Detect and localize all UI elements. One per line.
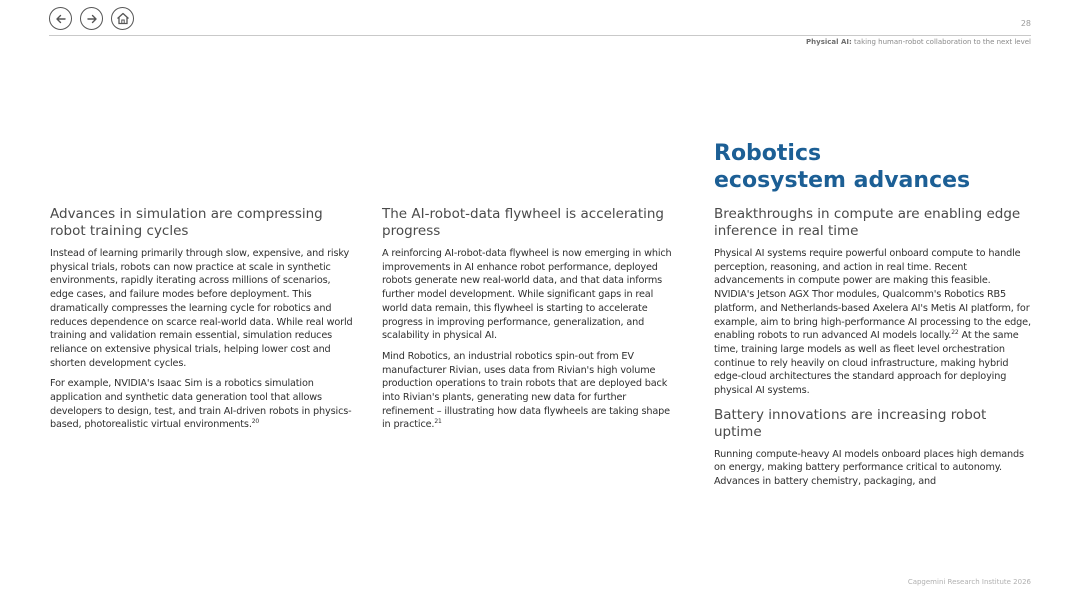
footnote-ref[interactable]: 21 [434, 418, 442, 426]
column-heading: The AI-robot-data flywheel is accelerating progress [382, 206, 664, 239]
arrow-right-icon [86, 13, 98, 25]
column-heading: Battery innovations are increasing robot uptime [714, 406, 987, 440]
column-heading: Advances in simulation are compressing robot training cycles [50, 206, 323, 239]
copyright: Capgemini Research Institute 2026 [907, 578, 1031, 586]
column-flywheel [382, 206, 680, 439]
header-divider [49, 35, 1031, 36]
section-title-line1: Robotics [714, 141, 822, 166]
column-simulation [50, 206, 355, 439]
home-icon [116, 12, 130, 25]
running-head-text: taking human-robot collaboration to the next level [854, 38, 1031, 46]
paragraph-text: Physical AI systems require powerful onboard compute to handle perception, reasoning, and action in real time. Recent advancements in compute power are making this feasible. NVIDIA's Jetson AGX Thor modules, Qualcomm's Robotics RB5 platform, and Netherlands-based Axelera AI's Metis AI platform, for example, aim to bring high-performance AI processing to the edge, enabling robots to run advanced AI models locally. [714, 248, 1031, 342]
body-paragraph [50, 377, 355, 432]
forward-button[interactable] [80, 7, 103, 30]
section-title [714, 140, 1044, 194]
arrow-left-icon [55, 13, 67, 25]
running-head-bold: Physical AI: [806, 38, 852, 46]
paragraph-text: At the same time, training large models as well as fleet level orchestration continue to rely heavily on cloud infrastructure, making hybrid edge-cloud architectures the standard approach for deploying physical AI systems. [714, 330, 1019, 397]
paragraph-text: For example, NVIDIA's Isaac Sim is a robotics simulation application and synthetic data generation tool that allows developers to design, test, and train AI-driven robots in physics-based, photorealistic virtual environments. [50, 378, 352, 431]
home-button[interactable] [111, 7, 134, 30]
body-paragraph: Running compute-heavy AI models onboard places high demands on energy, making battery performance critical to autonomy. Advances in battery chemistry, packaging, and [714, 448, 1024, 488]
navigation-bar [49, 7, 134, 30]
paragraph-text: Mind Robotics, an industrial robotics spin-out from EV manufacturer Rivian, uses data from Rivian's high volume production operations to train robots that are deployed back into Rivian's plants, generating new data for further refinement – illustrating how data flywheels are taking shape in practice. [382, 350, 670, 431]
body-paragraph: Instead of learning primarily through slow, expensive, and risky physical trials, robots can now practice at scale in synthetic environments, rapidly iterating across millions of scenarios, edge cases, and failure modes before deployment. This dramatically compresses the learning cycle for robotics and reduces dependence on scarce real-world data. While real world training and validation remain essential, simulation reduces reliance on extensive physical trials, helping lower cost and shorten development cycles. [50, 248, 353, 369]
body-paragraph [382, 350, 680, 432]
running-head [806, 38, 1031, 46]
column-compute [714, 206, 1032, 496]
back-button[interactable] [49, 7, 72, 30]
body-paragraph: A reinforcing AI-robot-data flywheel is now emerging in which improvements in AI enhance robot performance, deployed robots generate new real-world data, and that data informs further model development. While significant gaps in real world data remain, this flywheel is starting to accelerate progress in improving performance, generalization, and scalability in physical AI. [382, 248, 672, 342]
body-paragraph [714, 247, 1032, 398]
section-title-line2: ecosystem advances [714, 168, 971, 193]
column-heading: Breakthroughs in compute are enabling edge inference in real time [714, 206, 1021, 239]
page-number: 28 [1020, 19, 1031, 28]
footnote-ref[interactable]: 20 [251, 418, 260, 426]
footnote-ref[interactable]: 22 [951, 328, 959, 336]
